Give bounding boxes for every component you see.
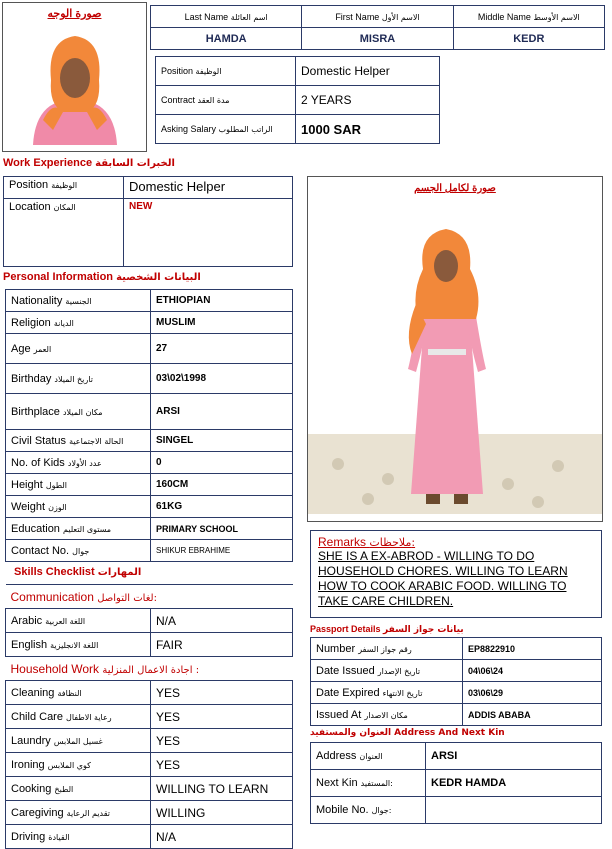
work-experience-table (3, 176, 293, 267)
personal-value: ARSI (151, 394, 293, 430)
passport-value: EP8822910 (463, 638, 602, 660)
language-label: Arabic اللغة العربية (6, 609, 151, 633)
last-name-label: Last Name اسم العائلة (151, 6, 302, 28)
job-contract-row (156, 86, 440, 115)
language-label: English اللغة الانجليزية (6, 633, 151, 657)
personal-value: MUSLIM (151, 312, 293, 334)
personal-label: Civil Status الحالة الاجتماعية (6, 430, 151, 452)
household-row (6, 753, 293, 777)
names-table (150, 5, 605, 50)
personal-value: 0 (151, 452, 293, 474)
address-label: Next Kin المستفيد: (311, 770, 426, 797)
address-row (311, 743, 602, 770)
household-label: Caregiving تقديم الرعاية (6, 801, 151, 825)
communication-header-row (6, 585, 293, 609)
personal-row (6, 290, 293, 312)
passport-label: Issued At مكان الاصدار (311, 704, 463, 726)
remarks-box (310, 530, 602, 618)
remarks-title: Remarks ملاحظات: (318, 535, 416, 549)
personal-value: 03\02\1998 (151, 364, 293, 394)
passport-table (310, 637, 602, 726)
body-photo-title: صورة لكامل الجسم (414, 183, 496, 194)
last-name-value: HAMDA (151, 28, 302, 50)
job-contract-label: Contract مدة العقد (156, 86, 296, 115)
household-value: YES (151, 753, 293, 777)
work-location-value: NEW (124, 199, 293, 267)
personal-value: 61KG (151, 496, 293, 518)
address-heading: العنوان والمستفيد Address And Next Kin (310, 728, 505, 738)
passport-row (311, 682, 602, 704)
personal-label: Education مستوى التعليم (6, 518, 151, 540)
household-value: WILLING (151, 801, 293, 825)
personal-label: Contact No. جوال (6, 540, 151, 562)
face-photo-title: صورة الوجه (47, 8, 102, 20)
passport-heading: Passport Details بيانات جواز السفر (310, 624, 464, 635)
personal-value: 27 (151, 334, 293, 364)
household-row (6, 705, 293, 729)
personal-label: Birthday تاريخ الميلاد (6, 364, 151, 394)
work-position-row (4, 177, 293, 199)
job-salary-value: 1000 SAR (296, 115, 440, 144)
personal-value: PRIMARY SCHOOL (151, 518, 293, 540)
passport-value: 04\06\24 (463, 660, 602, 682)
language-value: N/A (151, 609, 293, 633)
household-label: Child Care رعاية الاطفال (6, 705, 151, 729)
first-name-label: First Name الاسم الأول (302, 6, 453, 28)
address-value: KEDR HAMDA (426, 770, 602, 797)
communication-header: Communication لغات التواصل: (6, 585, 293, 609)
work-position-label: Position الوظيفة (4, 177, 124, 199)
passport-value: ADDIS ABABA (463, 704, 602, 726)
household-value: YES (151, 729, 293, 753)
household-header-row (6, 657, 293, 681)
work-position-value: Domestic Helper (124, 177, 293, 199)
household-value: YES (151, 705, 293, 729)
middle-name-value: KEDR (453, 28, 604, 50)
middle-name-label: Middle Name الاسم الأوسط (453, 6, 604, 28)
names-value-row (151, 28, 605, 50)
address-value (426, 797, 602, 824)
personal-row (6, 474, 293, 496)
address-value: ARSI (426, 743, 602, 770)
household-row (6, 681, 293, 705)
body-photo (308, 194, 602, 514)
personal-row (6, 452, 293, 474)
personal-row (6, 518, 293, 540)
personal-info-table (5, 289, 293, 562)
personal-label: No. of Kids عدد الأولاد (6, 452, 151, 474)
first-name-value: MISRA (302, 28, 453, 50)
personal-value: ETHIOPIAN (151, 290, 293, 312)
household-label: Laundry غسيل الملابس (6, 729, 151, 753)
household-value: WILLING TO LEARN (151, 777, 293, 801)
face-photo (3, 20, 146, 145)
names-label-row (151, 6, 605, 28)
address-row (311, 797, 602, 824)
address-row (311, 770, 602, 797)
household-row (6, 729, 293, 753)
job-salary-label: Asking Salary الراتب المطلوب (156, 115, 296, 144)
household-value: YES (151, 681, 293, 705)
language-row (6, 633, 293, 657)
skills-heading: Skills Checklist المهارات (14, 566, 142, 578)
household-header: Household Work اجادة الاعمال المنزلية : (6, 657, 293, 681)
passport-row (311, 660, 602, 682)
passport-row (311, 638, 602, 660)
remarks-text: SHE IS A EX-ABROD - WILLING TO DO HOUSEHOLD CHORES. WILLING TO LEARN HOW TO COOK ARABIC FOOD. WILLING TO TAKE CARE CHILDREN. (318, 549, 568, 608)
passport-row (311, 704, 602, 726)
job-position-row (156, 57, 440, 86)
language-value: FAIR (151, 633, 293, 657)
passport-label: Number رقم جواز السفر (311, 638, 463, 660)
body-photo-frame (307, 176, 603, 522)
address-table (310, 742, 602, 824)
personal-value: SHIKUR EBRAHIME (151, 540, 293, 562)
household-row (6, 801, 293, 825)
work-experience-heading: Work Experience الخبرات السابقة (3, 157, 175, 169)
personal-row (6, 496, 293, 518)
personal-row (6, 334, 293, 364)
personal-row (6, 312, 293, 334)
personal-label: Nationality الجنسية (6, 290, 151, 312)
household-label: Ironing كوي الملابس (6, 753, 151, 777)
household-row (6, 777, 293, 801)
job-contract-value: 2 YEARS (296, 86, 440, 115)
work-location-label: Location المكان (4, 199, 124, 267)
personal-row (6, 394, 293, 430)
work-location-row (4, 199, 293, 267)
passport-label: Date Issued تاريخ الإصدار (311, 660, 463, 682)
personal-label: Weight الوزن (6, 496, 151, 518)
face-photo-frame (2, 2, 147, 152)
personal-label: Religion الديانة (6, 312, 151, 334)
personal-row (6, 540, 293, 562)
personal-label: Age العمر (6, 334, 151, 364)
personal-row (6, 430, 293, 452)
household-label: Driving القيادة (6, 825, 151, 849)
personal-value: SINGEL (151, 430, 293, 452)
skills-table (5, 584, 293, 849)
household-label: Cooking الطبخ (6, 777, 151, 801)
household-label: Cleaning النظافة (6, 681, 151, 705)
job-table (155, 56, 440, 144)
job-position-label: Position الوظيفة (156, 57, 296, 86)
language-row (6, 609, 293, 633)
job-salary-row (156, 115, 440, 144)
address-label: Address العنوان (311, 743, 426, 770)
personal-info-heading: Personal Information البيانات الشخصية (3, 271, 201, 283)
household-value: N/A (151, 825, 293, 849)
personal-label: Height الطول (6, 474, 151, 496)
personal-row (6, 364, 293, 394)
address-label: Mobile No. جوال: (311, 797, 426, 824)
personal-label: Birthplace مكان الميلاد (6, 394, 151, 430)
job-position-value: Domestic Helper (296, 57, 440, 86)
passport-label: Date Expired تاريخ الانتهاء (311, 682, 463, 704)
personal-value: 160CM (151, 474, 293, 496)
passport-value: 03\06\29 (463, 682, 602, 704)
